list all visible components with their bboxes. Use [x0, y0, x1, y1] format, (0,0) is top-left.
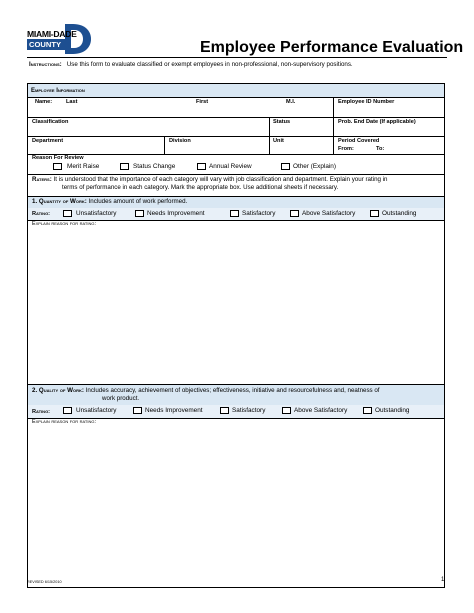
instructions — [29, 61, 353, 68]
status-label: Status — [273, 119, 291, 125]
raters-label: Raters: — [32, 176, 52, 183]
category-1-explanation-area[interactable] — [28, 227, 444, 383]
category-2-title-row — [32, 387, 442, 403]
first-name-label: First — [196, 99, 209, 105]
reason-for-review-label: Reason For Review — [32, 155, 84, 161]
cat2-needs-improvement-label: Needs Improvement — [145, 407, 203, 414]
annual-review-checkbox[interactable] — [197, 163, 206, 170]
status-change-checkbox[interactable] — [120, 163, 129, 170]
cat2-above-satisfactory-checkbox[interactable] — [282, 407, 291, 414]
cat2-satisfactory-label: Satisfactory — [232, 407, 266, 414]
cat2-satisfactory-checkbox[interactable] — [220, 407, 229, 414]
category-1-title-row — [32, 198, 187, 206]
cat2-outstanding-label: Outstanding — [375, 407, 410, 414]
category-2-title: Quality of Work: — [38, 387, 84, 394]
category-1-description: Includes amount of work performed. — [88, 198, 188, 205]
page-number: 1 — [441, 577, 445, 583]
page-title: Employee Performance Evaluation — [200, 39, 464, 56]
logo-text-county: COUNTY — [29, 40, 62, 49]
cat1-needs-improvement-label: Needs Improvement — [147, 210, 205, 217]
logo-text-miami-dade: MIAMI-DADE — [27, 29, 77, 39]
prob-end-date-label: Prob. End Date (If applicable) — [338, 119, 416, 125]
division-label: Division — [169, 138, 191, 144]
cat2-needs-improvement-checkbox[interactable] — [133, 407, 142, 414]
category-2-description-line2: work product. — [102, 395, 140, 402]
category-2-number: 2. — [32, 387, 38, 394]
cat1-unsatisfactory-checkbox[interactable] — [63, 210, 72, 217]
annual-review-label: Annual Review — [209, 163, 252, 170]
cat1-unsatisfactory-label: Unsatisfactory — [76, 210, 117, 217]
to-label: To: — [376, 146, 385, 152]
employee-id-label: Employee ID Number — [338, 99, 395, 105]
last-name-label: Last — [66, 99, 78, 105]
cat2-unsatisfactory-label: Unsatisfactory — [76, 407, 117, 414]
department-label: Department — [32, 138, 64, 144]
other-explain-checkbox[interactable] — [281, 163, 290, 170]
raters-instructions — [32, 176, 442, 192]
cat1-satisfactory-checkbox[interactable] — [230, 210, 239, 217]
evaluation-form — [27, 83, 445, 588]
other-explain-label: Other (Explain) — [293, 163, 336, 170]
classification-label: Classification — [32, 119, 69, 125]
raters-text-line2: terms of performance in each category. Mark the appropriate box. Use additional sheets if necessary. — [62, 184, 339, 191]
unit-label: Unit — [273, 138, 284, 144]
category-2-rating-label: Rating: — [32, 409, 51, 415]
revision-date: REVISED 6/15/2010 — [27, 580, 62, 584]
category-1-explain-label: Explain reason for rating: — [32, 221, 96, 227]
period-covered-label: Period Covered — [338, 138, 380, 144]
merit-raise-label: Merit Raise — [67, 163, 100, 170]
mi-label: M.I. — [286, 99, 296, 105]
category-1-number: 1. — [32, 198, 38, 205]
cat2-unsatisfactory-checkbox[interactable] — [63, 407, 72, 414]
from-label: From: — [338, 146, 354, 152]
employee-info-header — [28, 84, 444, 98]
cat1-above-satisfactory-checkbox[interactable] — [290, 210, 299, 217]
cat2-above-satisfactory-label: Above Satisfactory — [294, 407, 348, 414]
employee-info-title: Employee Information — [31, 88, 85, 94]
name-label: Name: — [35, 99, 53, 105]
title-divider — [27, 57, 447, 58]
raters-text-line1: It is understood that the importance of each category will vary with job classification and department. Explain your rating in — [53, 176, 388, 183]
cat2-outstanding-checkbox[interactable] — [363, 407, 372, 414]
instructions-label: Instructions: — [29, 61, 62, 68]
cat1-outstanding-label: Outstanding — [382, 210, 417, 217]
cat1-needs-improvement-checkbox[interactable] — [135, 210, 144, 217]
category-2-explanation-area[interactable] — [28, 426, 444, 586]
cat1-outstanding-checkbox[interactable] — [370, 210, 379, 217]
category-2-description-line1: Includes accuracy, achievement of objectives; effectiveness, initiative and resourcefulness and, neatness of — [85, 387, 380, 394]
status-change-label: Status Change — [133, 163, 176, 170]
category-1-rating-label: Rating: — [32, 211, 51, 217]
category-1-title: Quantity of Work: — [38, 198, 87, 205]
instructions-text: Use this form to evaluate classified or exempt employees in non-professional, non-supervisory positions. — [66, 61, 353, 68]
cat1-above-satisfactory-label: Above Satisfactory — [302, 210, 356, 217]
merit-raise-checkbox[interactable] — [53, 163, 62, 170]
category-2-explain-label: Explain reason for rating: — [32, 419, 96, 425]
cat1-satisfactory-label: Satisfactory — [242, 210, 276, 217]
